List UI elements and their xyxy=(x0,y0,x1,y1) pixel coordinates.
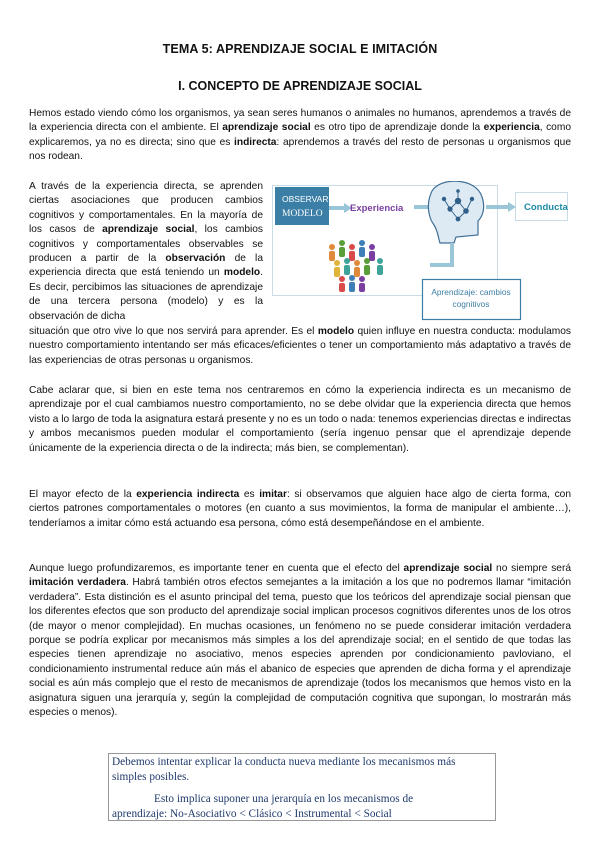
section-heading: I. CONCEPTO DE APRENDIZAJE SOCIAL xyxy=(178,79,422,93)
quote-box xyxy=(108,753,496,821)
social-learning-diagram xyxy=(272,181,572,327)
experiencia-label: Experiencia xyxy=(350,203,404,214)
bold-term: aprendizaje social xyxy=(403,563,493,574)
text-run: Hemos estado viendo cómo los organismos, ya sean seres humanos o animales no humanos, aprendemos a través de la experiencia directa con el ambiente. El xyxy=(29,108,571,134)
bold-term: imitar xyxy=(259,489,287,500)
bold-term: experiencia indirecta xyxy=(136,489,240,500)
text-run: , como explicaremos, ya no es directa; sino que es xyxy=(29,122,571,148)
bold-term: modelo xyxy=(317,326,355,337)
quote-line-2: Esto implica suponer una jerarquía en los mecanismos de xyxy=(154,793,414,805)
text-run: : si observamos que alguien hace algo de cierta forma, con ciertos patrones comportamentales o motores (en cuanto a sus movimientos, la forma de manipular el ambiente…), tenderíamos a imitar cómo está actuando esa persona, cómo está desempeñándose en el ambiente. xyxy=(29,489,571,529)
text-run: : aprendemos a través del resto de personas u organismos que nos rodean. xyxy=(29,136,571,163)
text-run: , los cambios cognitivos y comportamentales observables se producen a partir de la xyxy=(29,224,264,265)
paragraph-observation-wrapped xyxy=(29,180,263,324)
quote-line-1: Debemos intentar explicar la conducta nueva mediante los mecanismos más simples posibles. xyxy=(112,756,456,783)
bold-term: observación xyxy=(165,253,226,265)
paragraph-clarification xyxy=(29,384,571,456)
bold-term: imitación verdadera xyxy=(29,577,126,589)
text-run: A través de la experiencia directa, se aprenden ciertas asociaciones que producen cambios cognitivos y comportamentales. En la mayoría de los casos de xyxy=(29,181,263,236)
text-run: quien influye en nuestra conducta: modulamos nuestro comportamiento intentando ser más eficaces/eficientes o tener un comportamiento más adaptativo a través de las experiencias de otras personas u organismos. xyxy=(29,326,571,366)
arrow-head xyxy=(508,202,516,212)
modelo-label: MODELO xyxy=(282,209,323,219)
aprendizaje-label-2: cognitivos xyxy=(452,299,490,309)
page-title: TEMA 5: APRENDIZAJE SOCIAL E IMITACIÓN xyxy=(162,42,438,56)
quote-line-3: aprendizaje: No-Asociativo < Clásico < Instrumental < Social xyxy=(112,808,392,820)
text-run: situación que otro vive lo que nos servirá para aprender. Es el xyxy=(29,326,318,337)
paragraph-observation-cont xyxy=(29,325,571,368)
bold-term: modelo xyxy=(223,267,261,279)
aprendizaje-label-1: Aprendizaje: cambios xyxy=(431,287,511,297)
text-run: es otro tipo de aprendizaje donde la xyxy=(310,122,484,134)
bold-term: aprendizaje social xyxy=(102,224,195,236)
bold-term: indirecta xyxy=(234,136,277,148)
bold-term: aprendizaje social xyxy=(222,122,311,134)
text-run: . Es decir, percibimos las situaciones de aprendizaje de una tercera persona (modelo) y es la observación de dicha xyxy=(29,267,263,322)
text-run: de la experiencia directa que está teniendo un xyxy=(29,253,263,279)
text-run: Aunque luego profundizaremos, es importante tener en cuenta que el efecto del xyxy=(29,563,404,574)
text-run: . Habrá también otros efectos semejantes a la imitación a los que no podremos llamar “imitación verdadera”. Esta distinción es el asunto principal del tema, puesto que los teóricos del aprendizaje social piensan que los diferentes efectos que son producto del aprendizaje social implican procesos cognitivos diferentes unos de los otros (de mayor o menor complejidad). En muchas ocasiones, un fenómeno no se puede considerar imitación verdadera porque se podría explicar por mecanismos más simples a los del aprendizaje social; en el sentido de que todas las especies tienen aprendizaje no asociativo, menos especies aprenden por condicionamiento pavloviano, el condicionamiento instrumental reduce aún más el abanico de especies que aprenden de dicha forma y el aprendizaje social es aún más complejo que el resto de mecanismos de aprendizaje (todos los mecanismos que hemos visto en la asignatura siguen una jerarquía y, según la complejidad de computación cognitiva que supongan, lo mostrarán más especies o menos). xyxy=(29,577,571,719)
paragraph-imitation xyxy=(29,488,571,531)
paragraph-intro xyxy=(29,107,571,165)
observar-modelo-box xyxy=(275,187,329,225)
paragraph-true-imitation xyxy=(29,562,571,720)
conducta-label: Conducta xyxy=(524,202,568,213)
text-run: no siempre será xyxy=(492,563,572,574)
text-run: es xyxy=(239,489,260,500)
bold-term: experiencia xyxy=(483,122,540,134)
text-run: El mayor efecto de la xyxy=(29,489,137,500)
observar-label: OBSERVAR xyxy=(282,194,329,204)
text-run: Cabe aclarar que, si bien en este tema nos centraremos en cómo la experiencia indirecta es un mecanismo de aprendizaje por el cual cambiamos nuestro comportamiento, no se debe olvidar que la experiencia directa que hemos visto a lo largo de toda la asignatura estará presente y no es un todo o nada: tenemos experiencias directas e indirectas y ambos mecanismos pueden modular el comportamiento (sería ingenuo pensar que el aprendizaje depende únicamente de la experiencia directa o de la indirecta; más bien, se complementan). xyxy=(29,385,571,454)
